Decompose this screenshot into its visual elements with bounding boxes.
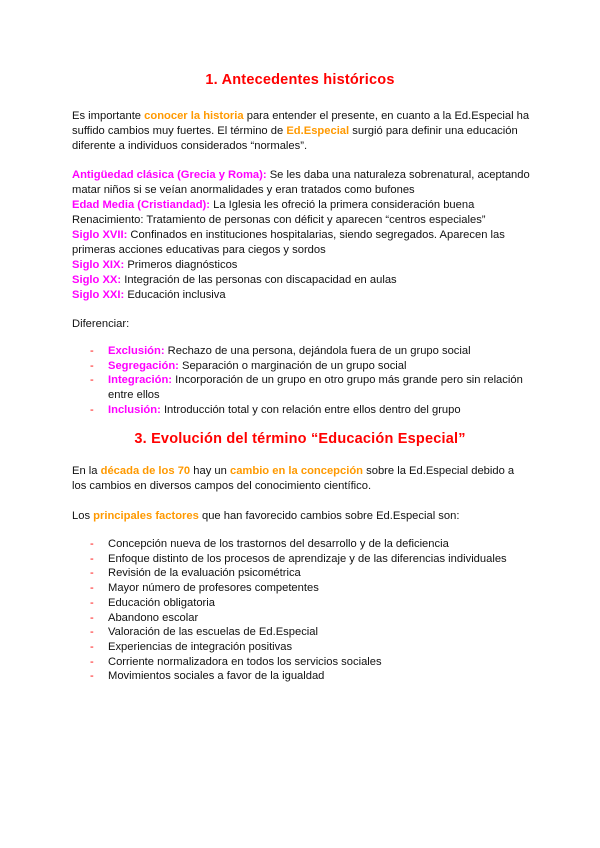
factor-text: Movimientos sociales a favor de la igualdad	[108, 670, 325, 683]
section-3-heading: 3. Evolución del término “Educación Especial”	[134, 431, 466, 447]
evolucion-paragraph	[72, 464, 532, 494]
evolucion-text: sobre la Ed.Especial debido a	[363, 465, 515, 477]
history-antiguedad	[72, 168, 532, 183]
list-item	[72, 625, 542, 640]
factores-text: que han favorecido cambios sobre Ed.Especial son:	[198, 510, 460, 522]
list-item	[72, 552, 542, 567]
term-inclusion-def: Introducción total y con relación entre ellos dentro del grupo	[160, 403, 461, 416]
highlight-cambio-concepcion: cambio en la concepción	[229, 465, 364, 477]
label-siglo-xix: Siglo XIX:	[72, 259, 125, 271]
term-segregacion: Segregación:	[108, 359, 179, 372]
factor-text: Valoración de las escuelas de Ed.Especial	[108, 626, 318, 639]
highlight-principales-factores: principales factores	[93, 510, 199, 522]
intro-text: Es importante	[72, 110, 145, 122]
text-siglo-xix: Primeros diagnósticos	[124, 259, 238, 271]
factor-text: Abandono escolar	[108, 611, 199, 624]
term-exclusion: Exclusión:	[108, 345, 165, 357]
term-integracion: Integración:	[108, 374, 173, 387]
section-1-heading: 1. Antecedentes históricos	[205, 72, 395, 88]
history-siglo-xx	[72, 273, 532, 288]
history-siglo-xvii	[72, 228, 532, 243]
bullet-dash: -	[90, 403, 94, 416]
bullet-dash: -	[90, 596, 94, 609]
factor-text: Enfoque distinto de los procesos de aprendizaje y de las diferencias individuales	[108, 552, 507, 565]
term-inclusion: Inclusión:	[108, 403, 161, 416]
history-antiguedad-cont: matar niños si se veían anormalidades y eran tratados como bufones	[72, 184, 415, 196]
list-item	[72, 373, 542, 402]
intro-text: suffido cambios muy fuertes. El término de	[72, 125, 287, 137]
evolucion-line-2: los cambios en diversos campos del conocimiento científico.	[72, 480, 372, 492]
term-integracion-def: Incorporación de un grupo en otro grupo más grande pero sin relación	[172, 374, 523, 387]
text-siglo-xx: Integración de las personas con discapacidad en aulas	[121, 274, 397, 286]
history-siglo-xvii-cont: primeras acciones educativas para ciegos y sordos	[72, 244, 326, 256]
intro-line-3: diferente a individuos considerados “normales”.	[72, 140, 308, 152]
bullet-dash: -	[90, 359, 94, 372]
highlight-ed-especial: Ed.Especial	[286, 125, 350, 137]
label-edad-media: Edad Media (Cristiandad):	[72, 199, 210, 211]
highlight-conocer-historia: conocer la historia	[144, 110, 244, 122]
highlight-decada-70: década de los 70	[100, 465, 191, 477]
bullet-dash: -	[90, 552, 94, 565]
factores-intro	[72, 509, 532, 524]
intro-line-1	[72, 109, 532, 124]
list-item	[72, 344, 542, 359]
text-siglo-xvii: Confinados en instituciones hospitalarias, siendo segregados. Aparecen las	[127, 229, 505, 241]
evolucion-text: En la	[72, 465, 101, 477]
history-paragraph	[72, 168, 532, 303]
list-item	[72, 403, 542, 418]
bullet-dash: -	[90, 640, 94, 653]
list-item	[72, 655, 542, 670]
bullet-dash: -	[90, 611, 94, 624]
term-exclusion-def: Rechazo de una persona, dejándola fuera de un grupo social	[164, 345, 471, 357]
factor-text: Revisión de la evaluación psicométrica	[108, 567, 301, 580]
label-siglo-xx: Siglo XX:	[72, 274, 122, 286]
factor-text: Concepción nueva de los trastornos del desarrollo y de la deficiencia	[108, 538, 449, 550]
list-item	[72, 669, 542, 684]
text-antiguedad: Se les daba una naturaleza sobrenatural, aceptando	[266, 169, 530, 181]
factors-list	[72, 537, 542, 684]
bullet-dash: -	[90, 582, 94, 595]
factor-text: Corriente normalizadora en todos los servicios sociales	[108, 655, 382, 668]
diferenciar-label: Diferenciar:	[72, 318, 130, 330]
factores-text: Los	[72, 510, 94, 522]
list-item	[72, 581, 542, 596]
bullet-dash: -	[90, 374, 94, 387]
term-segregacion-def: Separación o marginación de un grupo social	[178, 359, 407, 372]
list-item	[72, 566, 542, 581]
intro-text: para entender el presente, en cuanto a la Ed.Especial ha	[243, 110, 530, 122]
bullet-dash: -	[90, 538, 94, 550]
list-item	[72, 359, 542, 374]
label-antiguedad: Antigüedad clásica (Grecia y Roma):	[72, 169, 267, 181]
terms-list	[72, 344, 542, 418]
factores-intro-line	[72, 509, 532, 524]
list-item	[72, 537, 542, 552]
list-item	[72, 640, 542, 655]
list-item	[72, 596, 542, 611]
evolucion-text: hay un	[190, 465, 230, 477]
list-item	[72, 611, 542, 626]
bullet-dash: -	[90, 670, 94, 683]
history-edad-media	[72, 198, 532, 213]
evolucion-line-1	[72, 464, 532, 479]
bullet-dash: -	[90, 567, 94, 580]
label-siglo-xxi: Siglo XXI:	[72, 289, 125, 301]
intro-paragraph	[72, 109, 532, 154]
bullet-dash: -	[90, 345, 94, 357]
label-siglo-xvii: Siglo XVII:	[72, 229, 128, 241]
bullet-dash: -	[90, 626, 94, 639]
history-renacimiento: Renacimiento: Tratamiento de personas con déficit y aparecen “centros especiales”	[72, 214, 486, 226]
history-siglo-xix	[72, 258, 532, 273]
intro-text: surgió para definir una educación	[349, 125, 518, 137]
text-siglo-xxi: Educación inclusiva	[124, 289, 226, 301]
factor-text: Educación obligatoria	[108, 596, 215, 609]
history-siglo-xxi	[72, 288, 532, 303]
factor-text: Mayor número de profesores competentes	[108, 582, 319, 595]
text-edad-media: La Iglesia les ofreció la primera consideración buena	[210, 199, 475, 211]
factor-text: Experiencias de integración positivas	[108, 640, 293, 653]
intro-line-2	[72, 124, 532, 139]
bullet-dash: -	[90, 655, 94, 668]
term-integracion-cont: entre ellos	[108, 389, 160, 402]
